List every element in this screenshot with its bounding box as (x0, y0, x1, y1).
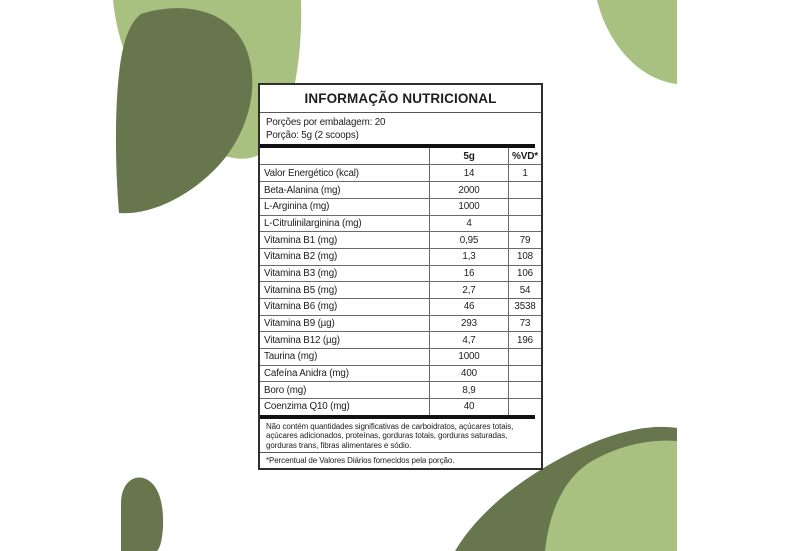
table-row (260, 348, 541, 365)
header-dv: %VD* (508, 148, 541, 164)
nutrient-amount: 400 (429, 366, 508, 382)
table-row (260, 248, 541, 265)
nutrient-name: Vitamina B2 (mg) (264, 251, 338, 263)
nutrient-amount: 293 (429, 316, 508, 332)
nutrient-dv: 108 (508, 249, 541, 265)
nutrient-name: Vitamina B3 (mg) (264, 267, 338, 279)
nutrient-dv: 1 (508, 165, 541, 181)
nutrient-amount: 4,7 (429, 332, 508, 348)
nutrient-dv: 106 (508, 266, 541, 282)
nutrient-amount: 40 (429, 399, 508, 415)
nutrient-name: Vitamina B6 (mg) (264, 301, 338, 313)
table-row (260, 381, 541, 398)
nutrient-dv (508, 399, 541, 415)
nutrient-amount: 8,9 (429, 382, 508, 398)
table-row (260, 198, 541, 215)
nutrient-name: Valor Energético (kcal) (264, 167, 359, 179)
table-row (260, 181, 541, 198)
nutrient-amount: 14 (429, 165, 508, 181)
dv-footnote: *Percentual de Valores Diários fornecidos pela porção. (266, 456, 455, 465)
table-header-row (260, 148, 541, 164)
nutrient-name: Boro (mg) (264, 384, 307, 396)
nutrient-amount: 46 (429, 299, 508, 315)
header-nutrient (260, 148, 429, 164)
blob-top-center-light (597, 0, 677, 84)
serving-size: Porção: 5g (2 scoops) (266, 129, 359, 141)
nutrient-amount: 1,3 (429, 249, 508, 265)
nutrient-amount: 4 (429, 216, 508, 232)
serving-info (260, 113, 541, 144)
table-row (260, 215, 541, 232)
table-row (260, 265, 541, 282)
nutrient-amount: 1000 (429, 349, 508, 365)
table-row (260, 331, 541, 348)
nutrient-dv (508, 182, 541, 198)
nutrient-name: Cafeína Anidra (mg) (264, 368, 349, 380)
nutrient-dv: 3538 (508, 299, 541, 315)
table-row (260, 231, 541, 248)
table-row (260, 365, 541, 382)
nutrient-name: Vitamina B5 (mg) (264, 284, 338, 296)
nutrient-dv (508, 366, 541, 382)
table-row (260, 398, 541, 415)
nutrient-amount: 16 (429, 266, 508, 282)
nutrient-name: Beta-Alanina (mg) (264, 184, 341, 196)
nutrient-amount: 0,95 (429, 232, 508, 248)
nutrient-amount: 1000 (429, 199, 508, 215)
nutrient-name: Vitamina B9 (µg) (264, 318, 335, 329)
disclaimer-text: Não contém quantidades significativas de carboidratos, açúcares totais, açúcares adicionados, proteínas, gorduras totais, gorduras saturadas, gorduras trans, fibras alimentares e sódio. (260, 419, 541, 453)
nutrient-rows (260, 164, 541, 414)
nutrient-amount: 2,7 (429, 282, 508, 298)
table-row (260, 315, 541, 332)
table-row (260, 164, 541, 181)
nutrient-dv (508, 199, 541, 215)
table-row (260, 298, 541, 315)
blob-top-left-dark (116, 8, 252, 213)
nutrient-name: Taurina (mg) (264, 351, 318, 363)
panel-title: INFORMAÇÃO NUTRICIONAL (260, 85, 541, 113)
nutrient-dv (508, 382, 541, 398)
table-row (260, 281, 541, 298)
nutrition-facts-panel (258, 83, 543, 470)
nutrient-name: Vitamina B12 (µg) (264, 334, 340, 346)
nutrient-dv (508, 216, 541, 232)
nutrient-amount: 2000 (429, 182, 508, 198)
nutrient-dv (508, 349, 541, 365)
nutrient-dv: 196 (508, 332, 541, 348)
servings-per-package: Porções por embalagem: 20 (266, 117, 386, 128)
nutrient-dv: 54 (508, 282, 541, 298)
nutrient-name: Vitamina B1 (mg) (264, 234, 338, 246)
nutrient-name: L-Arginina (mg) (264, 201, 330, 213)
nutrient-dv: 79 (508, 232, 541, 248)
blob-bottom-left-dark (121, 478, 163, 551)
nutrient-name: Coenzima Q10 (mg) (264, 401, 350, 413)
nutrient-dv: 73 (508, 316, 541, 332)
nutrient-name: L-Citrulinilarginina (mg) (264, 217, 362, 229)
header-amount: 5g (429, 148, 508, 164)
